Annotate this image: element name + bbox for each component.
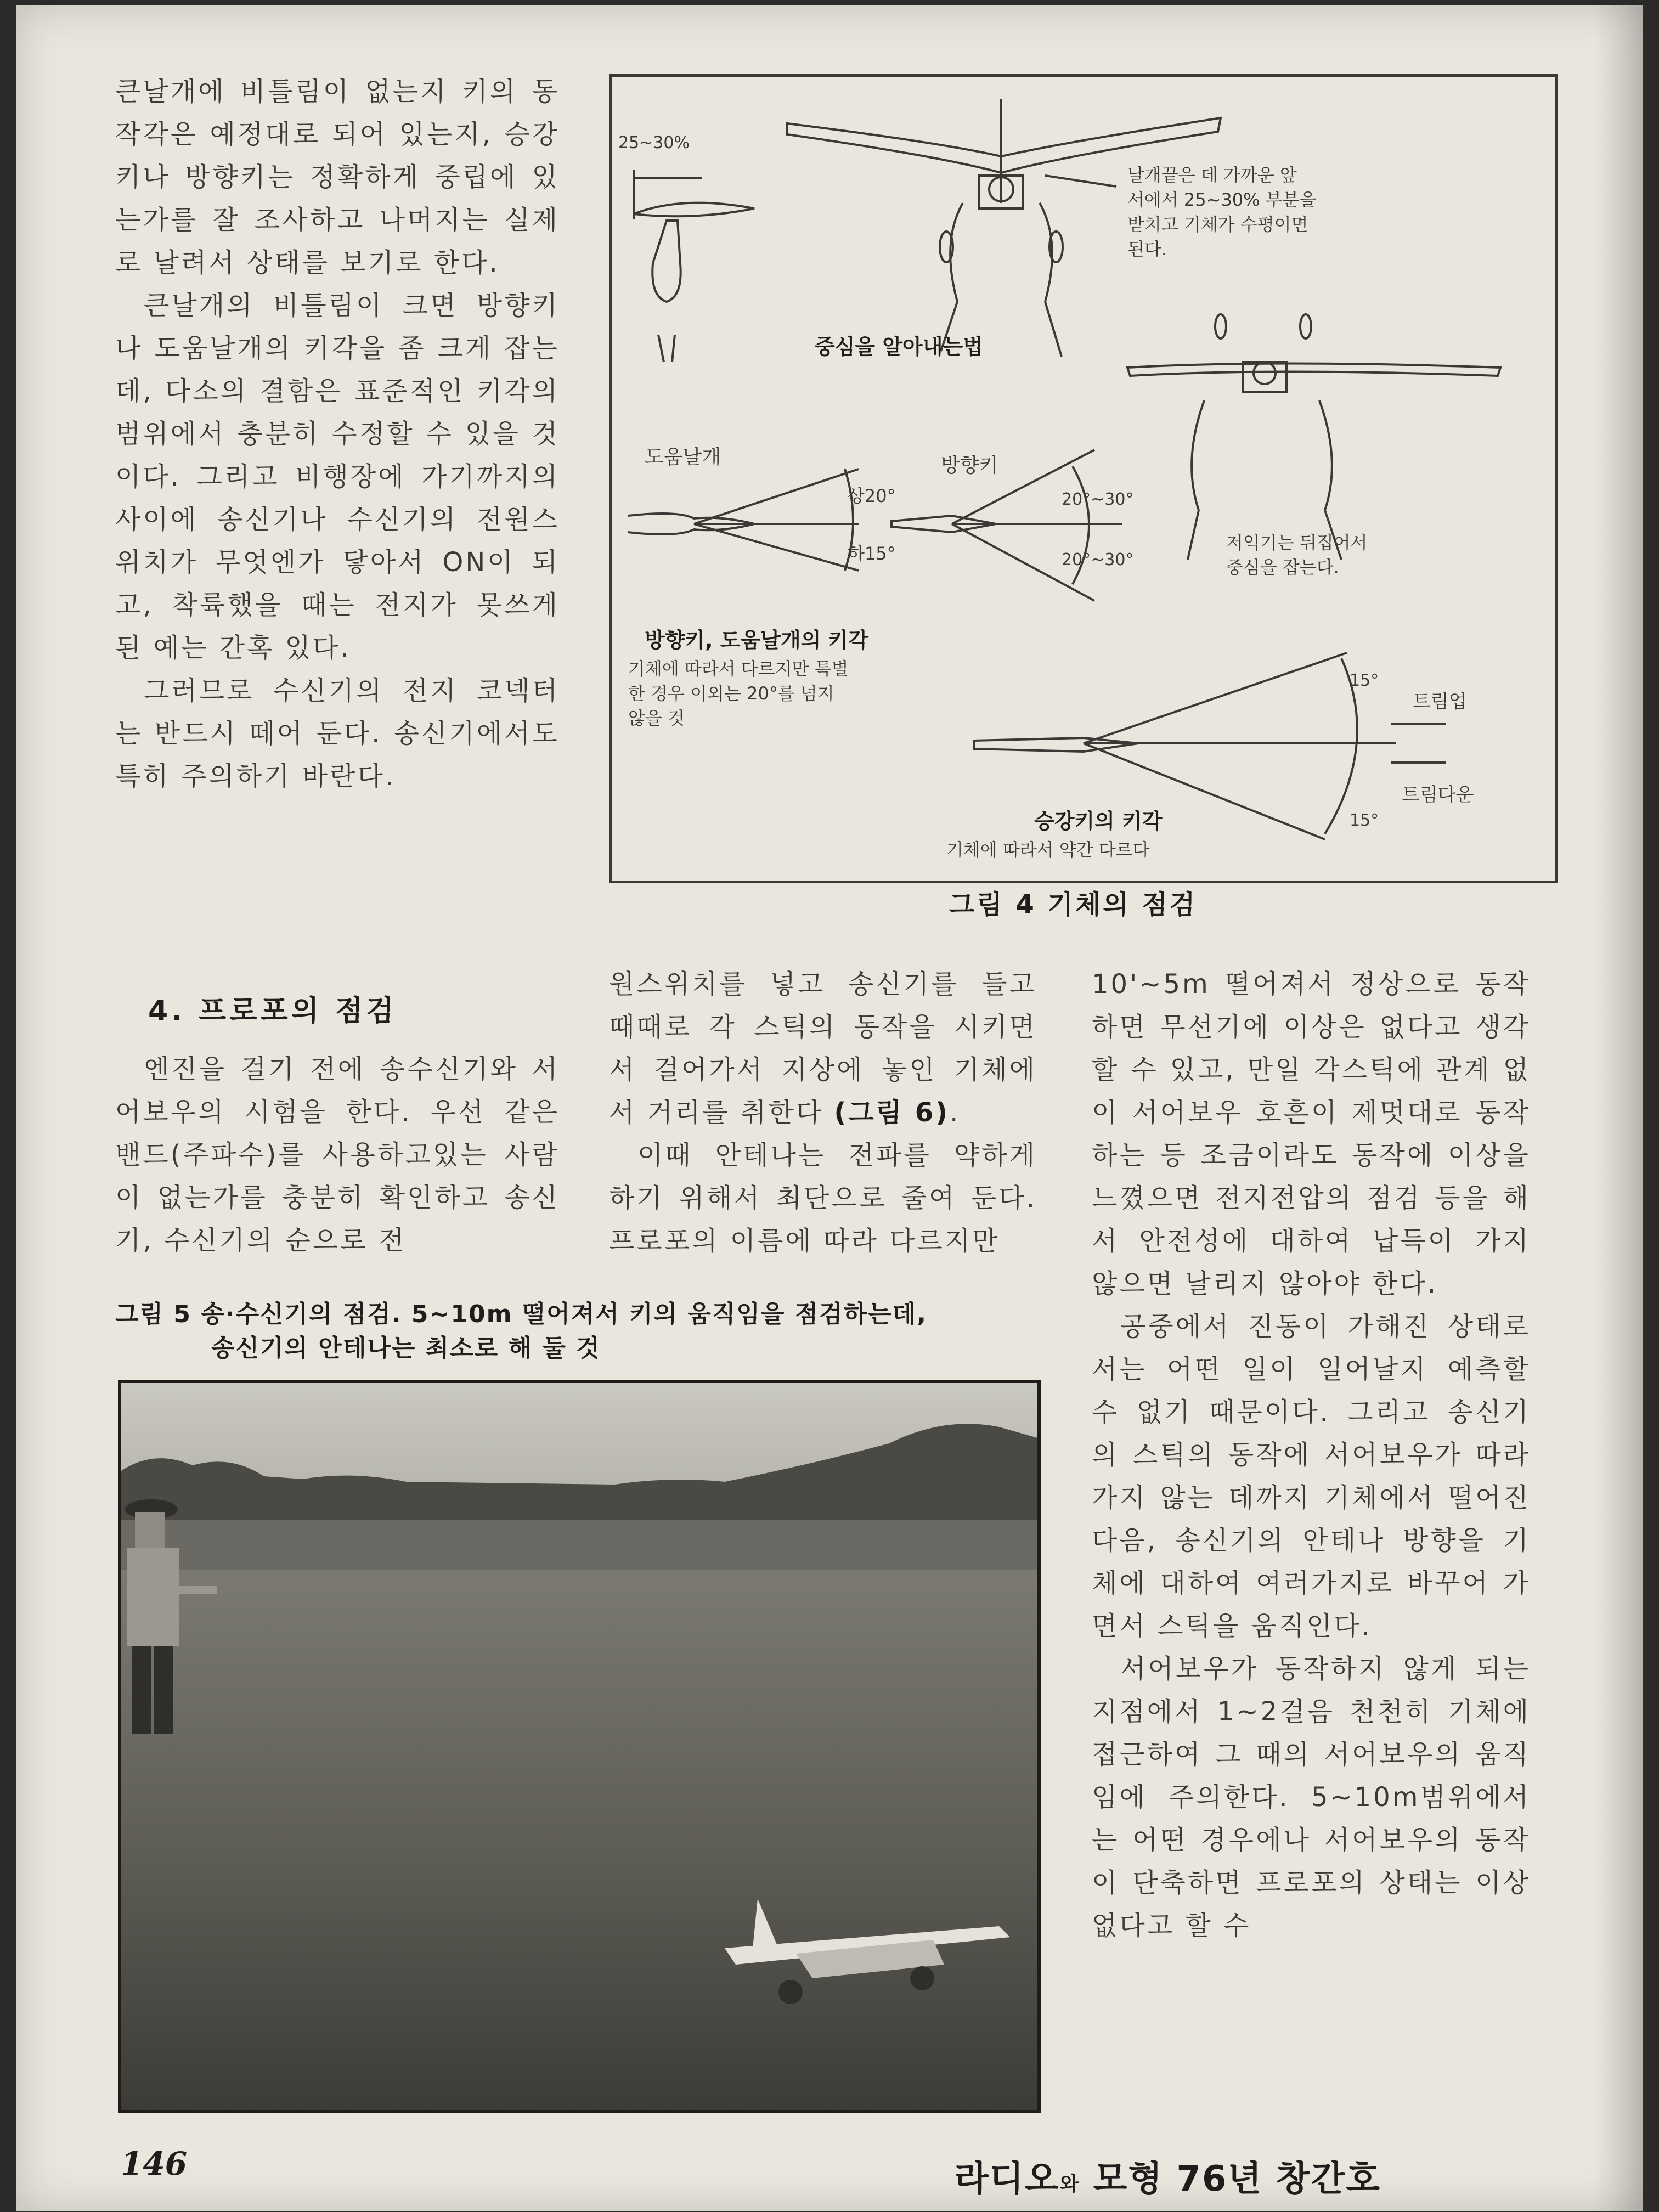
magazine-title: 라디오	[955, 2159, 1060, 2199]
wheel-inverted-left	[1215, 314, 1226, 338]
angle-note-line: 않을 것	[628, 708, 685, 729]
angle-note-line: 한 경우 이외는 20°를 넘지	[628, 683, 834, 704]
elevator-up-angle: 15°	[1350, 671, 1379, 690]
cg-method-label: 중심을 알아내는법	[815, 335, 983, 359]
cg-note-line: 날개끝은 데 가까운 앞	[1127, 165, 1297, 185]
wheel-inverted-right	[1300, 314, 1311, 338]
figure-4-caption: 그림 4 기체의 점검	[949, 889, 1198, 920]
aileron-up-angle: 상20°	[848, 486, 896, 506]
paragraph: 공중에서 진동이 가해진 상태로서는 어떤 일이 일어날지 예측할 수 없기 때문이다. 그리고 송신기의 스틱의 동작에 서어보우가 따라가지 않는 데까지 기체에서 떨어진 다음, 송신기의 안테나 방향을 기체에 대하여 여러가지로 바꾸어 가면서 스틱을 움직인다.	[1092, 1311, 1531, 1641]
elevator-note: 기체에 따라서 약간 다르다	[946, 839, 1150, 860]
cg-note-line: 서에서 25~30% 부분을	[1127, 189, 1317, 210]
section-heading: 4. 프로포의 점검	[148, 995, 397, 1028]
trim-down-label: 트림다운	[1402, 784, 1474, 806]
paragraph: 그러므로 수신기의 전지 코넥터는 반드시 떼어 둔다. 송신기에서도 특히 주의하기 바란다.	[115, 675, 560, 792]
wing-inverted	[1127, 364, 1500, 376]
paragraph-text: .	[950, 1097, 961, 1128]
cowl-inverted	[1254, 362, 1276, 384]
grass-field	[121, 1570, 1037, 2110]
rudder-label: 방향키	[941, 454, 998, 477]
flip-note-line: 저익기는 뒤집어서	[1226, 532, 1368, 553]
cg-note-line: 받치고 기체가 수평이면	[1127, 214, 1308, 235]
column-1-section-text	[115, 1048, 560, 1262]
support-hand	[652, 221, 680, 302]
caption-line: 그림 5 송·수신기의 점검. 5~10m 떨어져서 키의 움직임을 점검하는데,	[115, 1300, 927, 1328]
airfoil-shape	[634, 203, 754, 217]
aileron-down-line	[694, 524, 859, 571]
column-1-text	[115, 70, 560, 798]
running-footer	[955, 2151, 1381, 2201]
figure-4-diagram	[609, 74, 1558, 883]
paragraph: 10'~5m 떨어져서 정상으로 동작하면 무선기에 이상은 없다고 생각할 수 있고, 만일 각스틱에 관계 없이 서어보우 호흔이 제멋대로 동작하는 등 조금이라도 동작에 이상을 느꼈으면 전지전압의 점검 등을 해서 안전성에 대하여 납득이 가지 않으면 날리지 않아야 한다.	[1092, 969, 1531, 1299]
paragraph: 서어보우가 동작하지 않게 되는 지점에서 1~2걸음 천천히 기체에 접근하여 그 때의 서어보우의 움직임에 주의한다. 5~10m범위에서는 어떤 경우에나 서어보우의 동작이 단축하면 프로포의 상태는 이상 없다고 할 수	[1092, 1654, 1531, 1941]
magazine-page	[16, 5, 1643, 2211]
paragraph-text: 원스위치를 넣고 송신기를 들고 때때로 각 스틱의 동작을 시키면서 걸어가서 지상에 놓인 기체에서 거리를 취한다	[609, 969, 1037, 1128]
angle-title: 방향키, 도움날개의 키각	[645, 628, 868, 652]
figure-reference: (그림 6)	[834, 1097, 950, 1128]
cg-note-line: 된다.	[1127, 239, 1167, 259]
column-2-text	[609, 963, 1037, 1262]
trim-up-label: 트림업	[1413, 691, 1467, 713]
paragraph: 엔진을 걸기 전에 송수신기와 서어보우의 시험을 한다. 우선 같은 밴드(주파수)를 사용하고있는 사람이 없는가를 충분히 확인하고 송신기, 수신기의 순으로 전	[115, 1054, 560, 1256]
photo-image	[121, 1383, 1037, 2110]
aileron-up-line	[694, 469, 859, 524]
elevator-title: 승강키의 키각	[1034, 809, 1163, 833]
rudder-right-angle: 20°~30°	[1062, 550, 1134, 569]
rudder-left-angle: 20°~30°	[1062, 490, 1134, 509]
field-edge	[121, 1520, 1037, 1575]
magazine-title-rest: 모형 76년 창간호	[1080, 2159, 1381, 2199]
paragraph: 큰날개에 비틀림이 없는지 키의 동작각은 예정대로 되어 있는지, 승강키나 방향키는 정확하게 중립에 있는가를 잘 조사하고 나머지는 실제로 날려서 상태를 보기로 한다.	[115, 76, 560, 278]
paragraph	[609, 963, 1037, 1134]
caption-line: 송신기의 안테나는 최소로 해 둘 것	[211, 1334, 601, 1362]
aileron-down-angle: 하15°	[848, 543, 896, 564]
page-shadow	[1594, 5, 1643, 2211]
elevator-down-angle: 15°	[1350, 811, 1379, 830]
percent-label: 25~30%	[618, 133, 690, 153]
angle-note-line: 기체에 따라서 다르지만 특별	[628, 658, 849, 679]
elevator-up-line	[1084, 653, 1347, 743]
flip-note-line: 중심을 잡는다.	[1226, 557, 1339, 578]
hands-holding	[950, 203, 1052, 302]
pointer-line	[1045, 176, 1116, 187]
aileron-label: 도움날개	[645, 446, 721, 469]
elevator-section	[974, 738, 1138, 752]
hands-inverted	[1192, 400, 1332, 510]
figure-5-caption	[115, 1297, 1048, 1365]
column-3-text	[1092, 963, 1531, 1947]
aircraft-check-diagram	[612, 77, 1550, 875]
magazine-title-particle: 와	[1059, 2173, 1080, 2196]
page-number: 146	[121, 2145, 188, 2182]
fuselage-inverted	[1243, 362, 1286, 392]
hand-wrist	[658, 335, 675, 362]
field-photo	[118, 1380, 1041, 2113]
paragraph: 큰날개의 비틀림이 크면 방향키나 도움날개의 키각을 좀 크게 잡는데, 다소의 결함은 표준적인 키각의 범위에서 충분히 수정할 수 있을 것이다. 그리고 비행장에 가기까지의 사이에 송신기나 수신기의 전원스위치가 무엇엔가 닿아서 ON이 되고, 착륙했을 때는 전지가 못쓰게 된 예는 간혹 있다.	[115, 290, 560, 663]
paragraph: 이때 안테나는 전파를 약하게 하기 위해서 최단으로 줄여 둔다. 프로포의 이름에 따라 다르지만	[609, 1140, 1037, 1256]
